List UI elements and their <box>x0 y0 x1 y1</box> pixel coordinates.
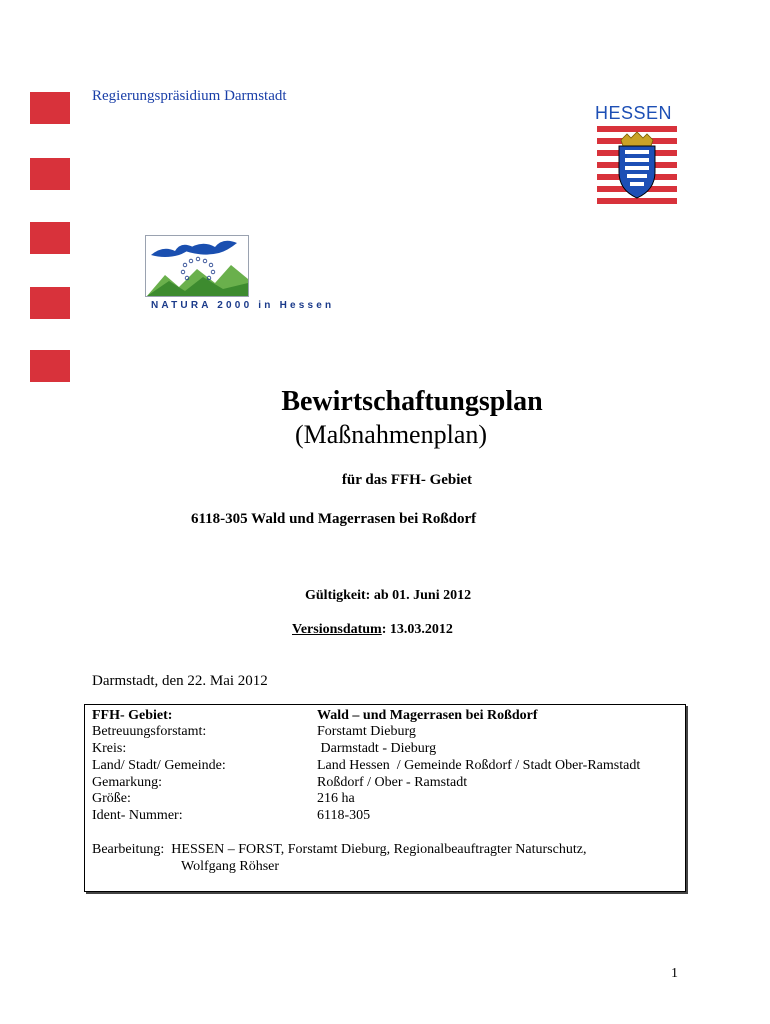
info-label: Land/ Stadt/ Gemeinde: <box>92 758 226 773</box>
red-square-decoration <box>30 92 70 124</box>
organization-name: Regierungspräsidium Darmstadt <box>92 88 287 104</box>
hessen-crest-icon <box>597 126 677 206</box>
info-value: Forstamt Dieburg <box>317 724 416 739</box>
info-value: Roßdorf / Ober - Ramstadt <box>317 775 468 790</box>
version-date: : 13.03.2012 <box>381 622 453 637</box>
page-number: 1 <box>671 966 678 981</box>
place-date: Darmstadt, den 22. Mai 2012 <box>92 673 268 689</box>
for-area-line: für das FFH- Gebiet <box>341 472 473 488</box>
info-value: Darmstadt - Dieburg <box>317 741 437 756</box>
hessen-logo-text: HESSEN <box>595 103 673 123</box>
info-label: FFH- Gebiet: <box>92 708 173 723</box>
info-label: Größe: <box>92 791 131 806</box>
natura-logo-text: NATURA 2000 in Hessen <box>151 300 335 311</box>
red-square-decoration <box>30 158 70 190</box>
area-name-line: 6118-305 Wald und Magerrasen bei Roßdorf <box>191 511 477 527</box>
version-line <box>292 622 453 638</box>
info-value: 6118-305 <box>317 808 371 823</box>
natura-2000-logo-icon <box>145 235 249 297</box>
info-label: Kreis: <box>92 741 127 756</box>
document-subtitle: (Maßnahmenplan) <box>294 420 488 449</box>
version-label: Versionsdatum <box>292 622 382 637</box>
info-value: Land Hessen / Gemeinde Roßdorf / Stadt Ober-Ramstadt <box>317 758 641 773</box>
info-value: Wald – und Magerrasen bei Roßdorf <box>317 708 538 723</box>
red-square-decoration <box>30 287 70 319</box>
bearbeitung-author: Wolfgang Röhser <box>181 859 280 874</box>
info-label: Betreuungsforstamt: <box>92 724 207 739</box>
validity-line: Gültigkeit: ab 01. Juni 2012 <box>305 588 472 603</box>
document-title: Bewirtschaftungsplan <box>281 386 543 417</box>
info-label: Ident- Nummer: <box>92 808 183 823</box>
red-square-decoration <box>30 350 70 382</box>
info-value: 216 ha <box>317 791 355 806</box>
red-square-decoration <box>30 222 70 254</box>
info-label: Gemarkung: <box>92 775 162 790</box>
bearbeitung-line: Bearbeitung: HESSEN – FORST, Forstamt Dieburg, Regionalbeauftragter Naturschutz, <box>92 842 587 857</box>
